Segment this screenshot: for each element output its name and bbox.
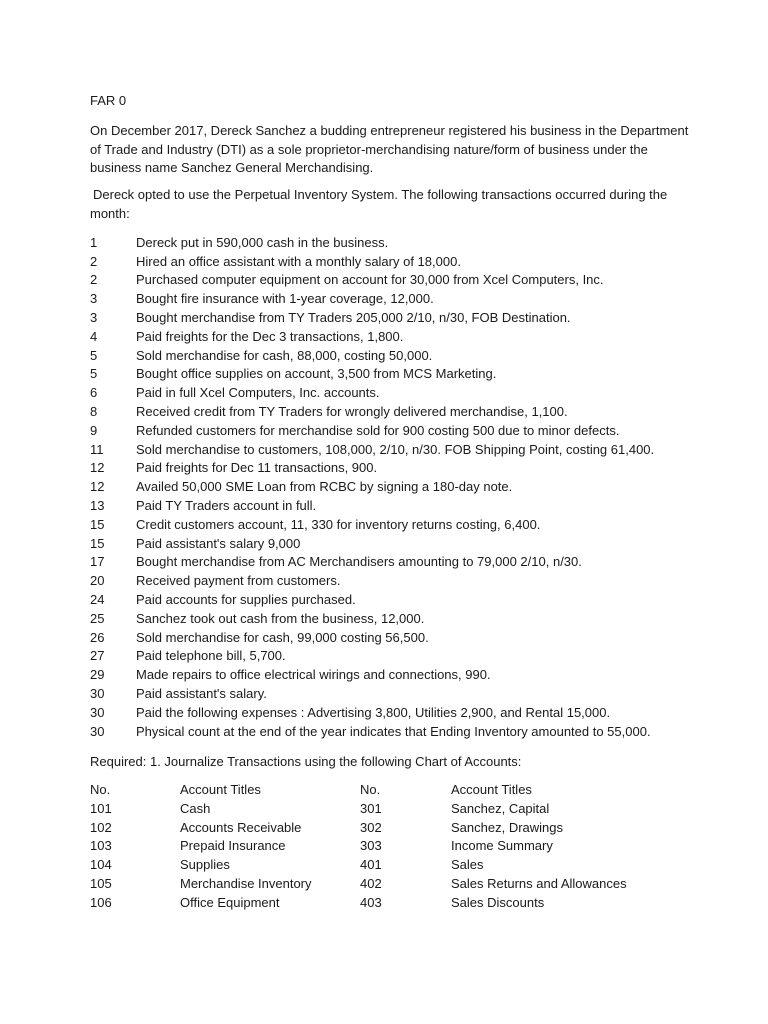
account-number: 104 (90, 857, 112, 873)
account-number: 102 (90, 819, 112, 835)
transaction-day: 11 (90, 441, 104, 457)
transaction-day: 25 (90, 610, 105, 626)
transaction-row (90, 629, 690, 648)
transaction-description: Paid freights for Dec 11 transactions, 900. (136, 460, 378, 476)
account-number: 401 (360, 857, 382, 873)
transaction-description: Purchased computer equipment on account for 30,000 from Xcel Computers, Inc. (136, 272, 604, 288)
intro-paragraph: On December 2017, Dereck Sanchez a budding entrepreneur registered his business in the Department of Trade and Industry (DTI) as a sole proprietor-merchandising nature/form of business under the business name Sanchez General Merchandising. (90, 122, 689, 176)
transaction-row (90, 253, 690, 272)
transaction-row (90, 535, 690, 554)
transaction-day: 24 (90, 591, 105, 607)
account-row (90, 800, 651, 819)
account-row (90, 819, 651, 838)
transaction-row (90, 328, 690, 347)
transaction-day: 3 (90, 309, 98, 325)
transaction-row (90, 647, 690, 666)
account-title: Sales Returns and Allowances (451, 876, 627, 892)
transaction-row (90, 497, 690, 516)
document-title: FAR 0 (90, 93, 127, 108)
transaction-row (90, 553, 690, 572)
account-title: Sanchez, Capital (451, 800, 550, 816)
transaction-description: Received payment from customers. (136, 573, 341, 589)
transaction-description: Refunded customers for merchandise sold for 900 costing 500 due to minor defects. (136, 422, 620, 438)
chart-of-accounts-body (90, 800, 651, 913)
transaction-row (90, 290, 690, 309)
account-title: Sales Discounts (451, 894, 545, 910)
transaction-day: 26 (90, 629, 105, 645)
transaction-row (90, 384, 690, 403)
account-title: Supplies (180, 857, 230, 873)
transaction-row (90, 271, 690, 290)
account-row (90, 875, 651, 894)
transaction-row (90, 441, 690, 460)
transaction-row (90, 591, 690, 610)
transaction-day: 12 (90, 460, 105, 476)
transaction-description: Dereck put in 590,000 cash in the business. (136, 234, 389, 250)
transaction-day: 8 (90, 403, 98, 419)
account-number: 101 (90, 800, 112, 816)
account-title: Office Equipment (180, 894, 280, 910)
transaction-day: 3 (90, 291, 98, 307)
transaction-description: Made repairs to office electrical wirings and connections, 990. (136, 667, 491, 683)
account-number: 302 (360, 819, 382, 835)
transaction-description: Paid TY Traders account in full. (136, 497, 317, 513)
account-number: 103 (90, 838, 112, 854)
account-title: Income Summary (451, 838, 553, 854)
account-number: 106 (90, 894, 112, 910)
transaction-day: 30 (90, 685, 105, 701)
chart-of-accounts-header-row (90, 781, 651, 800)
account-title: Sales (451, 857, 484, 873)
transaction-description: Bought fire insurance with 1-year coverage, 12,000. (136, 291, 434, 307)
column-header-no-right: No. (360, 782, 381, 798)
transaction-row (90, 347, 690, 366)
account-number: 105 (90, 876, 112, 892)
transaction-description: Paid telephone bill, 5,700. (136, 648, 286, 664)
column-header-account-titles-right: Account Titles (451, 782, 532, 798)
transaction-day: 13 (90, 497, 105, 513)
transaction-day: 15 (90, 535, 105, 551)
account-title: Sanchez, Drawings (451, 819, 563, 835)
transaction-description: Bought merchandise from TY Traders 205,000 2/10, n/30, FOB Destination. (136, 309, 571, 325)
account-number: 301 (360, 800, 382, 816)
transaction-description: Received credit from TY Traders for wrongly delivered merchandise, 1,100. (136, 403, 568, 419)
account-number: 303 (360, 838, 382, 854)
transaction-description: Sold merchandise for cash, 99,000 costing 56,500. (136, 629, 429, 645)
column-header-account-titles-left: Account Titles (180, 782, 261, 798)
transaction-row (90, 704, 690, 723)
document-page (90, 92, 690, 913)
transaction-day: 12 (90, 479, 105, 495)
transaction-row (90, 234, 690, 253)
transaction-day: 5 (90, 347, 98, 363)
column-header-no-left: No. (90, 782, 111, 798)
transaction-description: Physical count at the end of the year indicates that Ending Inventory amounted to 55,000. (136, 723, 651, 739)
transaction-description: Paid accounts for supplies purchased. (136, 591, 356, 607)
account-row (90, 894, 651, 913)
transaction-row (90, 422, 690, 441)
system-note-paragraph: Dereck opted to use the Perpetual Inventory System. The following transactions occurred during the month: (90, 187, 668, 221)
account-title: Accounts Receivable (180, 819, 302, 835)
transaction-description: Bought merchandise from AC Merchandisers amounting to 79,000 2/10, n/30. (136, 554, 582, 570)
transaction-row (90, 478, 690, 497)
transaction-description: Paid assistant's salary 9,000 (136, 535, 301, 551)
transaction-description: Hired an office assistant with a monthly salary of 18,000. (136, 253, 461, 269)
required-instruction: Required: 1. Journalize Transactions using the following Chart of Accounts: (90, 754, 522, 770)
transaction-day: 6 (90, 385, 98, 401)
transaction-row (90, 666, 690, 685)
account-row (90, 837, 651, 856)
transaction-day: 27 (90, 648, 105, 664)
transaction-description: Paid the following expenses : Advertising 3,800, Utilities 2,900, and Rental 15,000. (136, 704, 611, 720)
transaction-row (90, 685, 690, 704)
transaction-day: 1 (90, 234, 98, 250)
transaction-row (90, 723, 690, 742)
transaction-day: 15 (90, 516, 105, 532)
transaction-description: Bought office supplies on account, 3,500 from MCS Marketing. (136, 366, 497, 382)
account-number: 403 (360, 894, 382, 910)
transaction-day: 30 (90, 704, 105, 720)
transaction-day: 2 (90, 253, 98, 269)
transaction-row (90, 610, 690, 629)
transaction-description: Availed 50,000 SME Loan from RCBC by signing a 180-day note. (136, 479, 513, 495)
transaction-day: 20 (90, 573, 105, 589)
transaction-list (90, 234, 690, 742)
transaction-description: Credit customers account, 11, 330 for inventory returns costing, 6,400. (136, 516, 541, 532)
transaction-row (90, 309, 690, 328)
account-row (90, 856, 651, 875)
transaction-day: 30 (90, 723, 105, 739)
account-title: Cash (180, 800, 211, 816)
transaction-row (90, 572, 690, 591)
transaction-description: Sold merchandise to customers, 108,000, 2/10, n/30. FOB Shipping Point, costing 61,400. (136, 441, 655, 457)
transaction-description: Sold merchandise for cash, 88,000, costing 50,000. (136, 347, 433, 363)
transaction-description: Paid assistant's salary. (136, 685, 267, 701)
chart-of-accounts-table (90, 781, 651, 913)
account-title: Merchandise Inventory (180, 876, 312, 892)
transaction-day: 17 (90, 554, 105, 570)
transaction-day: 4 (90, 328, 98, 344)
transaction-row (90, 459, 690, 478)
transaction-day: 29 (90, 667, 105, 683)
transaction-day: 2 (90, 272, 98, 288)
transaction-row (90, 516, 690, 535)
transaction-day: 5 (90, 366, 98, 382)
transaction-description: Paid freights for the Dec 3 transactions, 1,800. (136, 328, 404, 344)
transaction-row (90, 365, 690, 384)
transaction-description: Paid in full Xcel Computers, Inc. accounts. (136, 385, 380, 401)
account-title: Prepaid Insurance (180, 838, 286, 854)
account-number: 402 (360, 876, 382, 892)
transaction-row (90, 403, 690, 422)
transaction-description: Sanchez took out cash from the business, 12,000. (136, 610, 425, 626)
transaction-day: 9 (90, 422, 98, 438)
